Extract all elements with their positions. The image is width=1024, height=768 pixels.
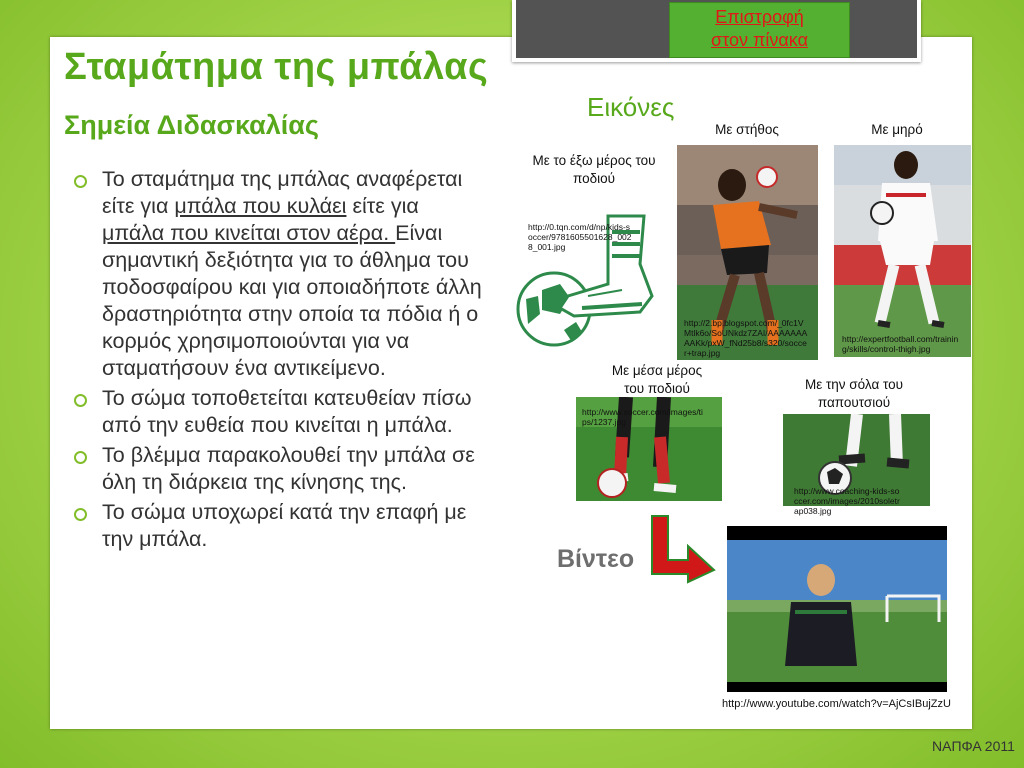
bullet-circle-icon xyxy=(74,394,87,407)
caption-thigh: Με μηρό xyxy=(871,122,923,137)
bullet-text: Το σώμα υποχωρεί κατά την επαφή με την μπάλα. xyxy=(102,500,467,551)
video-url: http://www.youtube.com/watch?v=AjCsIBujZzU xyxy=(722,698,951,710)
inside-foot-image-url: http://www.soccer.com/images/tips/1237.jpg xyxy=(582,407,703,427)
video-label: Βίντεο xyxy=(557,545,635,573)
air-ball-link[interactable]: μπάλα που κινείται στον αέρα. xyxy=(102,221,396,245)
outside-foot-image-url: http://0.tqn.com/d/np/kids-soccer/9781605501628_0028_001.jpg xyxy=(528,222,632,252)
back-to-board-button[interactable]: Επιστροφή στον πίνακα xyxy=(669,2,850,58)
list-item xyxy=(74,442,484,496)
bullet-text: είτε για xyxy=(346,194,419,218)
caption-chest: Με στήθος xyxy=(715,122,779,137)
thigh-trap-photo[interactable] xyxy=(834,145,971,357)
bullet-circle-icon xyxy=(74,451,87,464)
caption-sole: Με την σόλα του παπουτσιού xyxy=(804,377,904,410)
footer-text: ΝΑΠΦΑ 2011 xyxy=(932,738,1015,754)
list-item xyxy=(74,385,484,439)
bullet-text: Το σταμάτημα της μπάλας αναφέρεται είτε για xyxy=(102,167,463,218)
list-item xyxy=(74,499,484,553)
slide-title: Σταμάτημα της μπάλας xyxy=(64,46,489,88)
rolling-ball-link[interactable]: μπάλα που κυλάει xyxy=(174,194,347,218)
bullet-text: Είναι σημαντική δεξιότητα για το άθλημα του ποδοσφαίρου και για οποιαδήποτε άλλη δραστηριότητα στην οποία τα πόδια ή ο κορμός χρησιμοποιούνται για να σταματήσουν ένα αντικείμενο. xyxy=(102,221,482,380)
images-heading: Εικόνες xyxy=(587,92,675,122)
video-player-thumbnail[interactable] xyxy=(727,526,947,692)
red-arrow-icon xyxy=(648,514,716,584)
bullet-circle-icon xyxy=(74,175,87,188)
slide-subtitle: Σημεία Διδασκαλίας xyxy=(64,110,319,140)
bullet-circle-icon xyxy=(74,508,87,521)
caption-outside-foot: Με το έξω μέρος του ποδιού xyxy=(532,153,656,186)
bullet-text: Το βλέμμα παρακολουθεί την μπάλα σε όλη τη διάρκεια της κίνησης της. xyxy=(102,443,475,494)
thigh-image-url: http://expertfootball.com/training/skills/control-thigh.jpg xyxy=(842,334,959,354)
sole-image-url: http://www.coaching-kids-soccer.com/images/2010soletrap038.jpg xyxy=(794,486,900,516)
chest-image-url: http://2.bp.blogspot.com/_0fc1VMtlk6o/SoUNkdz7ZAI/AAAAAAAAAKk/pxW_fNd25b8/s320/soccer+trap.jpg xyxy=(684,318,808,358)
bullet-text: Το σώμα τοποθετείται κατευθείαν πίσω από την ευθεία που κινείται η μπάλα. xyxy=(102,386,472,437)
teaching-points-list xyxy=(74,166,484,556)
caption-inside-foot: Με μέσα μέρος του ποδιού xyxy=(611,363,703,396)
list-item xyxy=(74,166,484,382)
